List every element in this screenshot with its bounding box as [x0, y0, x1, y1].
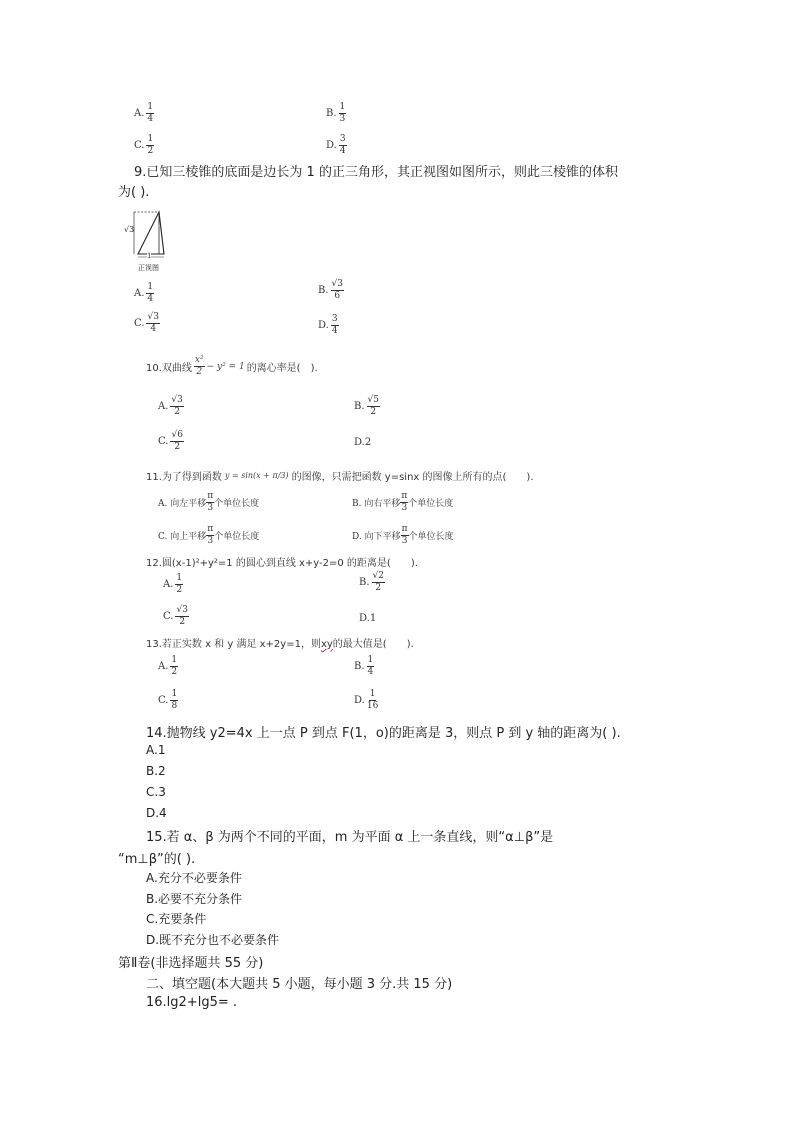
fraction: $\frac{\pi}{3}$	[207, 491, 214, 513]
underlined-term: xy	[320, 639, 333, 650]
question-9-text: 9.已知三棱锥的底面是边长为 1 的正三角形，其正视图如图所示，则此三棱锥的体积	[134, 165, 618, 180]
option-c: C. $\frac{√3}{4}$	[134, 312, 159, 334]
question-9-text-cont: 为( ).	[118, 185, 150, 200]
fraction: $\frac{1}{3}$	[339, 102, 346, 124]
option-c: C. $\frac{1}{8}$	[158, 689, 178, 711]
fraction: $\frac{1}{2}$	[176, 573, 183, 595]
fraction: $\frac{1}{16}$	[366, 689, 379, 711]
option-c: C.充要条件	[146, 912, 207, 926]
fraction: $\frac{\pi}{3}$	[401, 491, 408, 513]
fraction: $\frac{1}{8}$	[171, 689, 178, 711]
option-a: A. 向左平移 $\frac{\pi}{3}$ 个单位长度	[158, 491, 260, 513]
fraction: $\frac{√3}{4}$	[147, 312, 159, 334]
figure-caption: 正视图	[138, 264, 159, 272]
option-b: B. $\frac{√2}{2}$	[359, 571, 384, 593]
option-c: C.3	[146, 785, 166, 799]
fraction: $\frac{√3}{6}$	[331, 279, 343, 301]
option-d: D. 2	[354, 437, 372, 448]
question-11-text: 11.为了得到函数 y = sin(x + π/3) 的图像，只需把函数 y=sinx 的图像上所有的点( ).	[146, 471, 534, 483]
option-b: B. 向右平移 $\frac{\pi}{3}$ 个单位长度	[352, 491, 454, 513]
option-b: B. $\frac{√5}{2}$	[354, 395, 379, 417]
question-15-text-cont: “m⊥β”的( ).	[118, 852, 196, 867]
question-10-text: 10.双曲线 $\frac{\text{x²}}{2}$ − y² = 1 的离心率是( ).	[146, 355, 318, 377]
fraction: $\frac{1}{4}$	[147, 102, 154, 124]
option-d: D.4	[146, 806, 167, 820]
option-a: A.1	[146, 743, 166, 757]
fraction: $\frac{\text{x²}}{2}$	[194, 355, 204, 377]
question-16-text: 16.lg2+lg5= .	[146, 995, 237, 1010]
option-a: A. $\frac{1}{4}$	[134, 102, 154, 124]
fraction: $\frac{1}{4}$	[367, 655, 374, 677]
front-view-figure	[124, 206, 174, 274]
option-c: C. 向上平移 $\frac{\pi}{3}$ 个单位长度	[158, 524, 260, 546]
fraction: $\frac{√5}{2}$	[367, 395, 379, 417]
option-d: D. $\frac{3}{4}$	[318, 314, 338, 336]
section-subtitle: 二、填空题(本大题共 5 小题，每小题 3 分.共 15 分)	[146, 977, 453, 992]
option-a: A. $\frac{1}{2}$	[163, 573, 183, 595]
fraction: $\frac{3}{4}$	[331, 314, 338, 336]
option-b: B.2	[146, 764, 166, 778]
option-b: B. $\frac{1}{3}$	[326, 102, 346, 124]
fraction: $\frac{√2}{2}$	[372, 571, 384, 593]
question-13-text: 13.若正实数 x 和 y 满足 x+2y=1，则xy的最大值是( ).	[146, 639, 414, 650]
fraction: $\frac{3}{4}$	[339, 134, 346, 156]
question-15-text: 15.若 α、β 为两个不同的平面，m 为平面 α 上一条直线，则“α⊥β”是	[146, 830, 554, 845]
option-a: A.充分不必要条件	[146, 871, 242, 885]
fraction: $\frac{\pi}{3}$	[401, 524, 408, 546]
option-a: A. $\frac{1}{2}$	[158, 655, 178, 677]
fraction: $\frac{1}{4}$	[147, 282, 154, 304]
fraction: $\frac{\pi}{3}$	[207, 524, 214, 546]
width-label: 1	[147, 252, 152, 260]
height-label: √3	[124, 225, 135, 234]
option-b: B. $\frac{√3}{6}$	[318, 279, 343, 301]
option-c: C. $\frac{1}{2}$	[134, 134, 154, 156]
formula: y = sin(x + π/3)	[224, 471, 289, 480]
option-b: B.必要不充分条件	[146, 892, 243, 906]
fraction: $\frac{1}{2}$	[147, 134, 154, 156]
option-a: A. $\frac{√3}{2}$	[158, 395, 183, 417]
fraction: $\frac{√3}{2}$	[171, 395, 183, 417]
question-14-text: 14.抛物线 y2=4x 上一点 P 到点 F(1，o)的距离是 3，则点 P 到 y 轴的距离为( ).	[146, 726, 621, 741]
option-a: A. $\frac{1}{4}$	[134, 282, 154, 304]
option-d: D. $\frac{1}{16}$	[354, 689, 379, 711]
option-c: C. $\frac{√3}{2}$	[163, 605, 188, 627]
option-b: B. $\frac{1}{4}$	[354, 655, 374, 677]
option-d: D. 1	[359, 613, 377, 624]
fraction: $\frac{√3}{2}$	[176, 605, 188, 627]
option-d: D.既不充分也不必要条件	[146, 933, 280, 947]
fraction: $\frac{√6}{2}$	[171, 430, 183, 452]
option-d: D. $\frac{3}{4}$	[326, 134, 346, 156]
question-12-text: 12.圆(x-1)²+y²=1 的圆心到直线 x+y-2=0 的距离是( ).	[146, 558, 418, 569]
fraction: $\frac{1}{2}$	[171, 655, 178, 677]
option-c: C. $\frac{√6}{2}$	[158, 430, 183, 452]
section-title: 第Ⅱ卷(非选择题共 55 分)	[118, 956, 264, 971]
option-d: D. 向下平移 $\frac{\pi}{3}$ 个单位长度	[352, 524, 454, 546]
